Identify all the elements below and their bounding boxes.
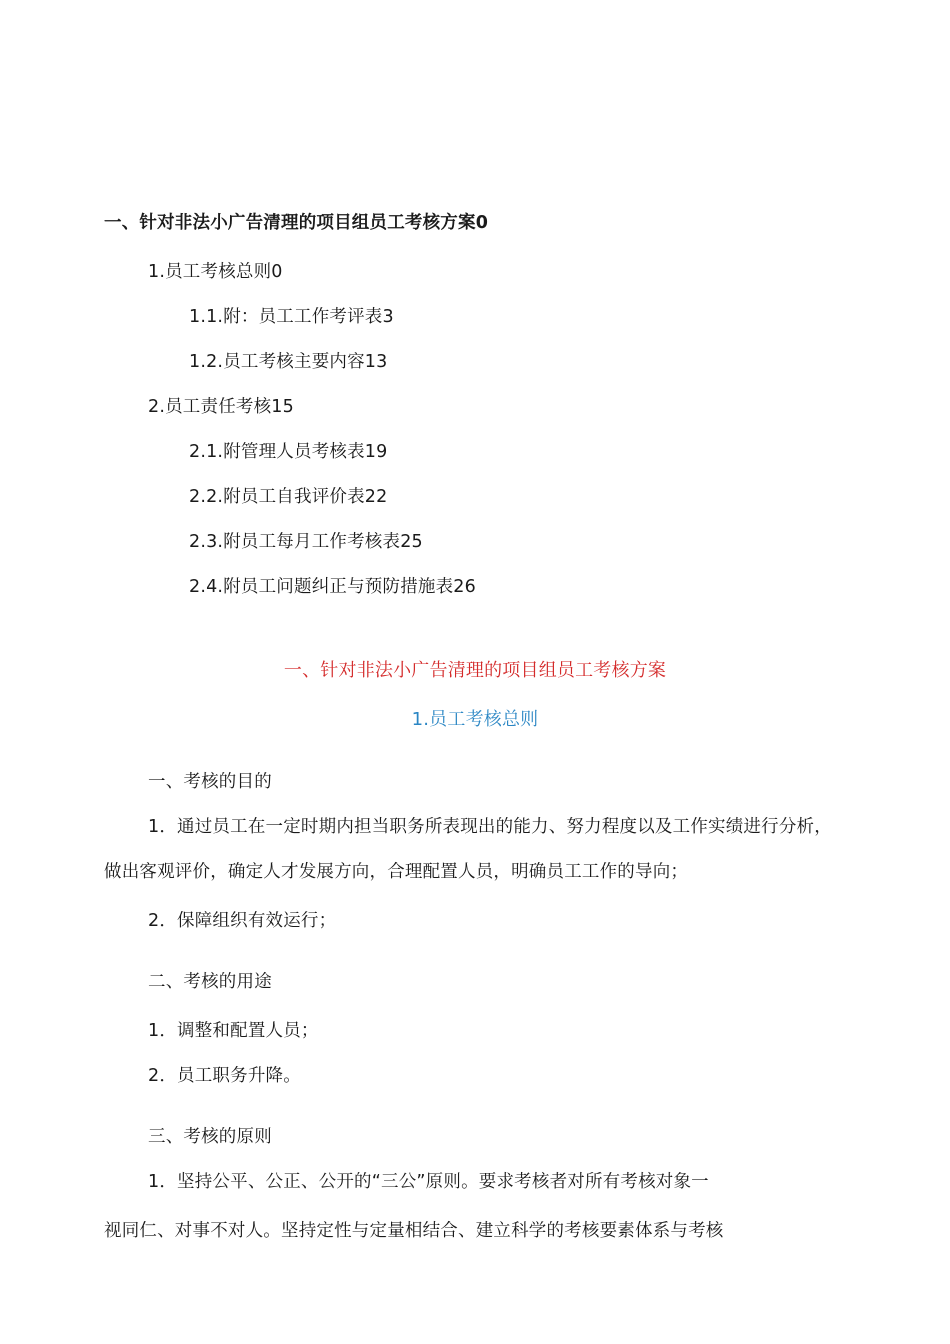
- paragraph-line: 2．员工职务升降。: [148, 1066, 301, 1086]
- document-title: 一、针对非法小广告清理的项目组员工考核方案: [283, 660, 667, 681]
- section-subtitle: 1.员工考核总则: [411, 709, 539, 730]
- toc-item[interactable]: 2.1.附管理人员考核表19: [189, 442, 388, 462]
- paragraph-line: 2．保障组织有效运行；: [148, 911, 337, 931]
- section-heading: 一、考核的目的: [148, 772, 272, 792]
- section-heading: 三、考核的原则: [148, 1127, 272, 1147]
- section-heading: 二、考核的用途: [148, 972, 272, 992]
- toc-item[interactable]: 2.3.附员工每月工作考核表25: [189, 532, 423, 552]
- toc-heading[interactable]: 一、针对非法小广告清理的项目组员工考核方案0: [104, 213, 489, 233]
- toc-item[interactable]: 2.2.附员工自我评价表22: [189, 487, 388, 507]
- paragraph-line: 视同仁、对事不对人。坚持定性与定量相结合、建立科学的考核要素体系与考核: [104, 1221, 724, 1241]
- paragraph-line: 1．调整和配置人员；: [148, 1021, 319, 1041]
- paragraph-line: 做出客观评价，确定人才发展方向，合理配置人员，明确员工工作的导向；: [104, 862, 689, 882]
- toc-item[interactable]: 1.员工考核总则0: [148, 262, 283, 282]
- toc-item[interactable]: 1.2.员工考核主要内容13: [189, 352, 388, 372]
- toc-item[interactable]: 2.4.附员工问题纠正与预防措施表26: [189, 577, 476, 597]
- paragraph-line: 1．通过员工在一定时期内担当职务所表现出的能力、努力程度以及工作实绩进行分析，: [148, 817, 832, 837]
- paragraph-line: 1．坚持公平、公正、公开的“三公”原则。要求考核者对所有考核对象一: [148, 1172, 709, 1192]
- toc-item[interactable]: 2.员工责任考核15: [148, 397, 294, 417]
- toc-item[interactable]: 1.1.附：员工工作考评表3: [189, 307, 394, 327]
